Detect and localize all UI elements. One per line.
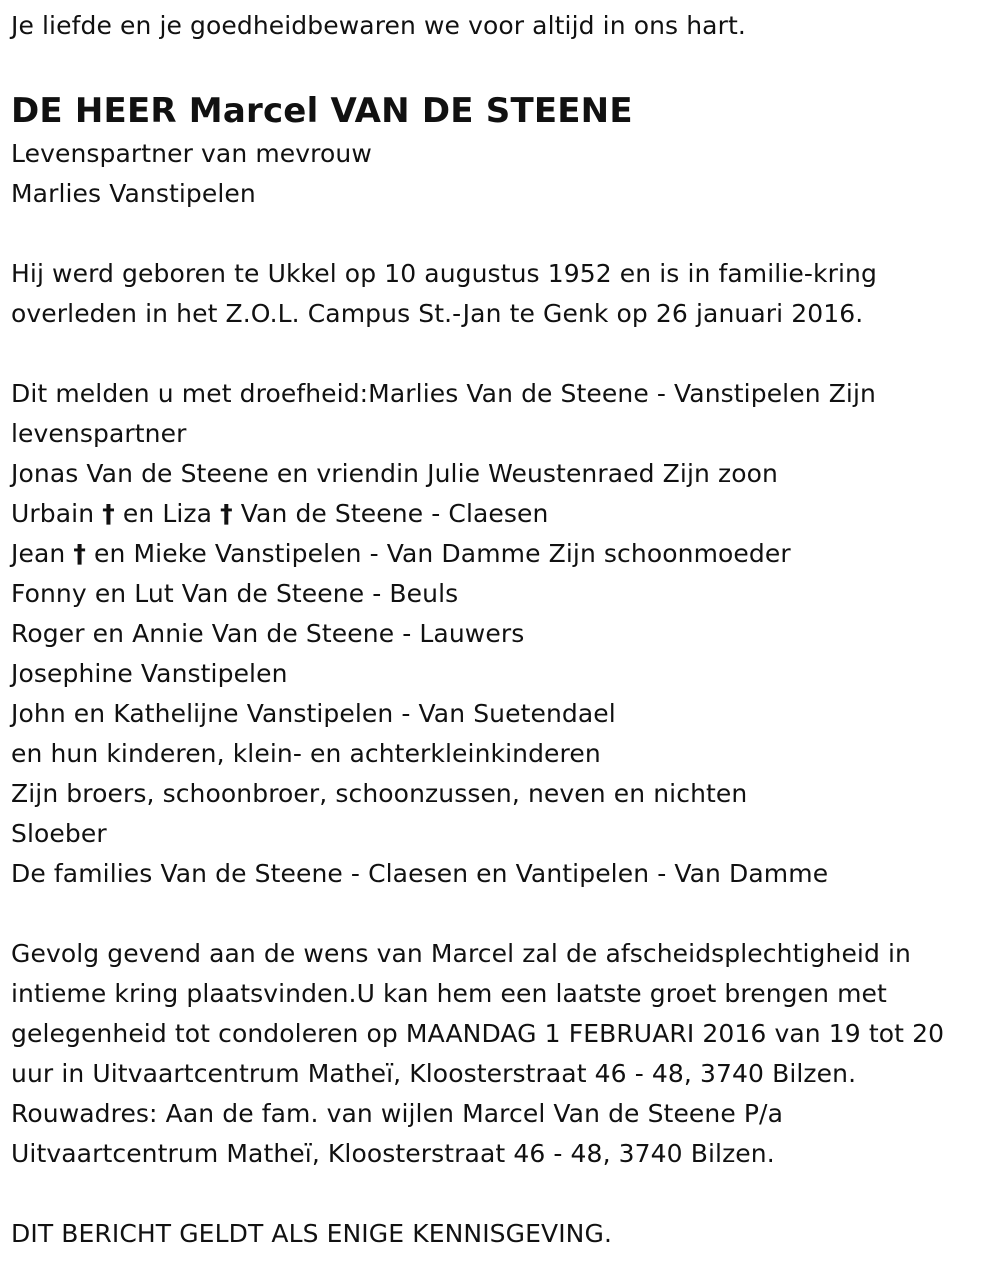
announcers-intro-line-1: Dit melden u met droefheid:Marlies Van de Steene - Vanstipelen Zijn — [11, 379, 876, 408]
motto-text: Je liefde en je goedheidbewaren we voor altijd in ons hart. — [11, 11, 746, 40]
announcer-fonny: Fonny en Lut Van de Steene - Beuls — [11, 579, 459, 608]
announcer-children: en hun kinderen, klein- en achterkleinkinderen — [11, 739, 601, 768]
birth-death-line-2: overleden in het Z.O.L. Campus St.-Jan te Genk op 26 januari 2016. — [11, 299, 864, 328]
ceremony-line-2: intieme kring plaatsvinden.U kan hem een laatste groet brengen met — [11, 979, 887, 1008]
ceremony-line-4: uur in Uitvaartcentrum Matheï, Kloosterstraat 46 - 48, 3740 Bilzen. — [11, 1059, 857, 1088]
announcer-text: en Mieke Vanstipelen - Van Damme Zijn schoonmoeder — [85, 539, 791, 568]
partner-line-1: Levenspartner van mevrouw — [11, 139, 372, 168]
cross-icon: † — [73, 539, 86, 568]
announcer-jean-mieke — [11, 534, 1000, 574]
ceremony-line-3: gelegenheid tot condoleren op MAANDAG 1 FEBRUARI 2016 van 19 tot 20 — [11, 1019, 945, 1048]
birth-death-line-1: Hij werd geboren te Ukkel op 10 augustus 1952 en is in familie-kring — [11, 259, 877, 288]
announcer-john: John en Kathelijne Vanstipelen - Van Suetendael — [11, 699, 616, 728]
partner-line-2: Marlies Vanstipelen — [11, 179, 256, 208]
announcer-text: Urbain — [11, 499, 103, 528]
announcer-josephine: Josephine Vanstipelen — [11, 659, 288, 688]
announcer-text: en Liza — [114, 499, 221, 528]
announcer-urbain-liza — [11, 494, 1000, 534]
spacer — [11, 334, 1000, 374]
announcer-text: Van de Steene - Claesen — [232, 499, 549, 528]
deceased-name-heading: DE HEER Marcel VAN DE STEENE — [11, 91, 633, 131]
spacer — [11, 214, 1000, 254]
announcer-text: Jean — [11, 539, 74, 568]
cross-icon: † — [102, 499, 115, 528]
sole-notice-text: DIT BERICHT GELDT ALS ENIGE KENNISGEVING. — [11, 1219, 612, 1248]
ceremony-line-1: Gevolg gevend aan de wens van Marcel zal de afscheidsplechtigheid in — [11, 939, 911, 968]
spacer — [11, 1174, 1000, 1214]
announcer-families: De families Van de Steene - Claesen en Vantipelen - Van Damme — [11, 859, 829, 888]
announcers-intro-line-2: levenspartner — [11, 419, 187, 448]
mourning-address-line-2: Uitvaartcentrum Matheï, Kloosterstraat 46 - 48, 3740 Bilzen. — [11, 1139, 775, 1168]
cross-icon: † — [220, 499, 233, 528]
announcer-siblings: Zijn broers, schoonbroer, schoonzussen, neven en nichten — [11, 779, 748, 808]
announcer-pet: Sloeber — [11, 819, 107, 848]
announcer-jonas: Jonas Van de Steene en vriendin Julie Weustenraed Zijn zoon — [11, 459, 778, 488]
announcer-roger: Roger en Annie Van de Steene - Lauwers — [11, 619, 525, 648]
spacer — [11, 894, 1000, 934]
mourning-address-line-1: Rouwadres: Aan de fam. van wijlen Marcel Van de Steene P/a — [11, 1099, 783, 1128]
